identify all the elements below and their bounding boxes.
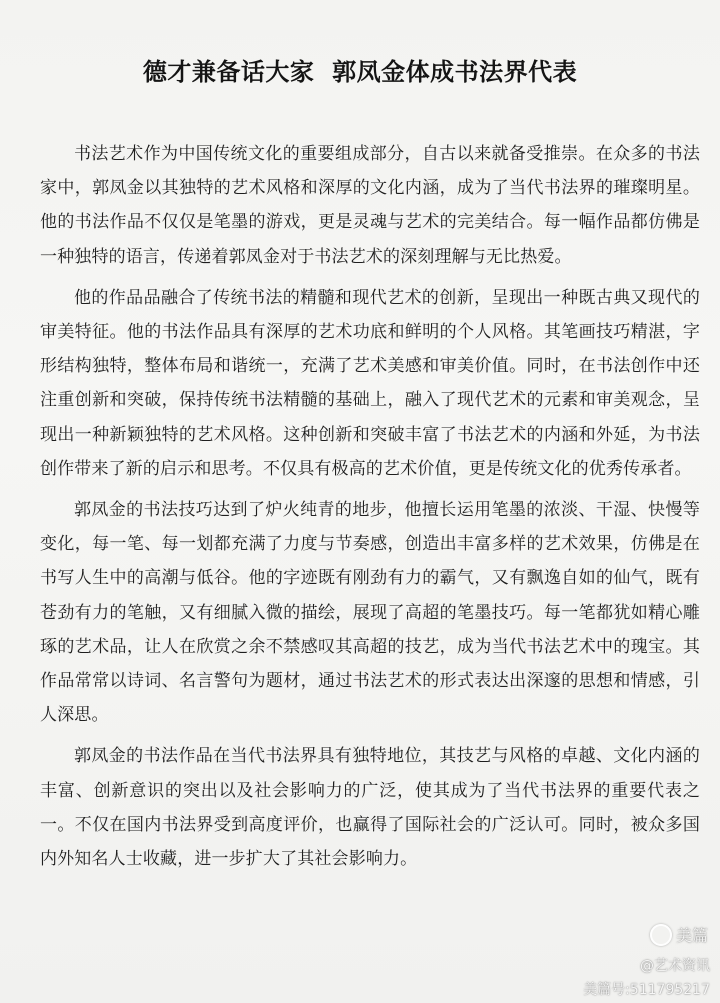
paragraph-3: 郭凤金的书法技巧达到了炉火纯青的地步，他擅长运用笔墨的浓淡、干湿、快慢等变化，每一笔、每一划都充满了力度与节奏感，创造出丰富多样的艺术效果，仿佛是在书写人生中的高潮与低谷。他的字迹既有刚劲有力的霸气，又有飘逸自如的仙气，既有苍劲有力的笔触，又有细腻入微的描绘，展现了高超的笔墨技巧。每一笔都犹如精心雕琢的艺术品，让人在欣赏之余不禁感叹其高超的技艺，成为当代书法艺术中的瑰宝。其作品常常以诗词、名言警句为题材，通过书法艺术的形式表达出深邃的思想和情感，引人深思。 [40,500,700,726]
document-body [40,137,700,883]
watermark-id: 美篇号:511795217 [583,982,710,998]
watermark-brand: 美篇 [675,926,708,945]
watermark-account: @艺术资讯 [640,958,710,974]
paragraph-1: 书法艺术作为中国传统文化的重要组成部分，自古以来就备受推崇。在众多的书法家中，郭凤金以其独特的艺术风格和深厚的文化内涵，成为了当代书法界的璀璨明星。他的书法作品不仅仅是笔墨的游戏，更是灵魂与艺术的完美结合。每一幅作品都仿佛是一种独特的语言，传递着郭凤金对于书法艺术的深刻理解与无比热爱。 [40,144,700,267]
paragraph-4: 郭凤金的书法作品在当代书法界具有独特地位，其技艺与风格的卓越、文化内涵的丰富、创新意识的突出以及社会影响力的广泛，使其成为了当代书法界的重要代表之一。不仅在国内书法界受到高度评价，也赢得了国际社会的广泛认可。同时，被众多国内外知名人士收藏，进一步扩大了其社会影响力。 [40,746,700,870]
document-title: 德才兼备话大家 郭凤金体成书法界代表 [142,58,578,86]
watermark-logo [650,923,708,946]
meipian-logo-icon [650,924,672,946]
paragraph-2: 他的作品品融合了传统书法的精髓和现代艺术的创新，呈现出一种既古典又现代的审美特征。他的书法作品具有深厚的艺术功底和鲜明的个人风格。其笔画技巧精湛，字形结构独特，整体布局和谐统一，充满了艺术美感和审美价值。同时，在书法创作中还注重创新和突破，保持传统书法精髓的基础上，融入了现代艺术的元素和审美观念，呈现出一种新颖独特的艺术风格。这种创新和突破丰富了书法艺术的内涵和外延，为书法创作带来了新的启示和思考。不仅具有极高的艺术价值，更是传统文化的优秀传承者。 [40,287,700,479]
